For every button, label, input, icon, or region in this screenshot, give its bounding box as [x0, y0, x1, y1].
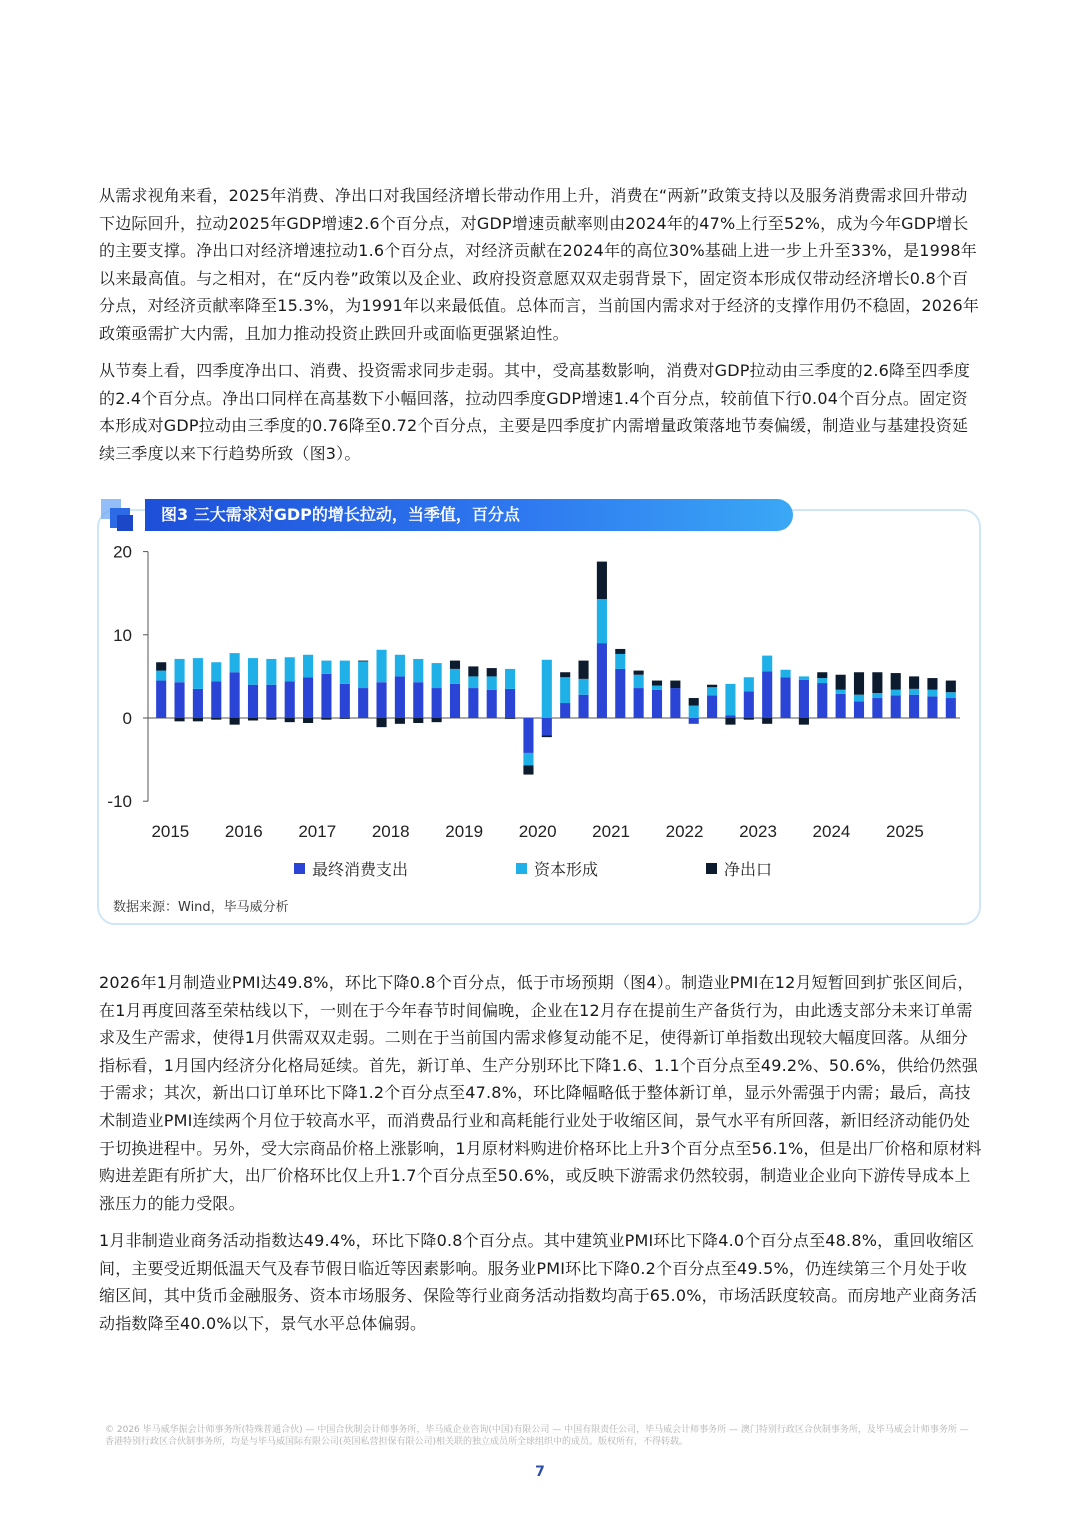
bar-consumption: [909, 695, 919, 718]
legend-swatch: [294, 863, 305, 874]
bar-netexport: [652, 681, 662, 686]
bar-netexport: [376, 718, 386, 727]
bar-capital: [468, 676, 478, 688]
bar-netexport: [615, 649, 625, 654]
bar-netexport: [505, 718, 515, 719]
bar-capital: [211, 662, 221, 681]
bar-netexport: [670, 681, 680, 688]
bar-netexport: [542, 735, 552, 737]
x-tick-label: 2025: [885, 822, 924, 841]
bar-consumption: [450, 684, 460, 718]
bar-consumption: [891, 696, 901, 718]
bar-consumption: [670, 688, 680, 718]
legend-swatch: [516, 863, 527, 874]
bar-netexport: [358, 661, 368, 662]
bar-consumption: [634, 688, 644, 718]
bar-capital: [266, 659, 276, 685]
bar-consumption: [395, 676, 405, 718]
bar-capital: [762, 656, 772, 672]
bar-capital: [542, 660, 552, 718]
bar-consumption: [689, 718, 699, 724]
bar-consumption: [303, 677, 313, 718]
bar-capital: [872, 693, 882, 698]
y-tick-label: 10: [113, 625, 132, 645]
bar-capital: [193, 658, 203, 689]
bar-consumption: [542, 718, 552, 735]
bar-capital: [909, 689, 919, 695]
bar-consumption: [376, 682, 386, 718]
bar-netexport: [230, 718, 240, 725]
bar-capital: [285, 657, 295, 681]
paragraph-demand-view: 从需求视角来看，2025年消费、净出口对我国经济增长带动作用上升，消费在“两新”政策支持以及服务消费需求回升带动下边际回升，拉动2025年GDP增速2.6个百分点，对GDP增速贡献率则由2024年的47%上行至52%，成为今年GDP增长的主要支撑。净出口对经济增速拉动1.6个百分点，对经济贡献在2024年的高位30%基础上进一步上升至33%，是1998年以来最高值。与之相对，在“反内卷”政策以及企业、政府投资意愿双双走弱背景下，固定资本形成仅带动经济增长0.8个百分点，对经济贡献率降至15.3%，为1991年以来最低值。总体而言，当前国内需求对于经济的支撑作用仍不稳固，2026年政策亟需扩大内需，且加力推动投资止跌回升或面临更强紧迫性。: [99, 186, 980, 343]
x-tick-label: 2024: [812, 822, 851, 841]
bar-consumption: [413, 682, 423, 718]
x-tick-label: 2022: [665, 822, 704, 841]
bar-netexport: [523, 765, 533, 774]
bar-netexport: [211, 718, 221, 720]
bar-consumption: [578, 695, 588, 718]
bar-consumption: [854, 701, 864, 718]
bar-netexport: [468, 666, 478, 676]
x-tick-label: 2017: [298, 822, 337, 841]
paragraph-manufacturing-pmi: 2026年1月制造业PMI达49.8%，环比下降0.8个百分点，低于市场预期（图4）。制造业PMI在12月短暂回到扩张区间后，在1月再度回落至荣枯线以下，一则在于今年春节时间偏晚，企业在12月存在提前生产备货行为，由此透支部分未来订单需求及生产需求，使得1月供需双双走弱。二则在于当前国内需求修复动能不足，使得新订单指数出现较大幅度回落。从细分指标看，1月国内经济分化格局延续。首先，新订单、生产分别环比下降1.6、1.1个百分点至49.2%、50.6%，供给仍然强于需求；其次，新出口订单环比下降1.2个百分点至47.8%，环比降幅略低于整体新订单，显示外需强于内需；最后，高技术制造业PMI连续两个月位于较高水平，而消费品行业和高耗能行业处于收缩区间，景气水平有所回落，新旧经济动能仍处于切换进程中。另外，受大宗商品价格上涨影响，1月原材料购进价格环比上升3个百分点至56.1%，但是出厂价格和原材料购进差距有所扩大，出厂价格环比仅上升1.7个百分点至50.6%，或反映下游需求仍然较弱，制造业企业向下游传导成本上涨压力的能力受限。: [99, 973, 982, 1213]
bar-netexport: [578, 661, 588, 679]
bar-netexport: [836, 675, 846, 690]
bar-netexport: [266, 718, 276, 720]
bar-netexport: [413, 718, 423, 723]
legend-label: 净出口: [724, 860, 773, 879]
bar-capital: [725, 684, 735, 716]
bar-capital: [340, 661, 350, 684]
bar-consumption: [358, 688, 368, 718]
bar-netexport: [450, 661, 460, 669]
bar-consumption: [487, 690, 497, 718]
x-tick-label: 2019: [445, 822, 484, 841]
paragraph-non-manufacturing-pmi: 1月非制造业商务活动指数达49.4%，环比下降0.8个百分点。其中建筑业PMI环比下降4.0个百分点至48.8%，重回收缩区间，主要受近期低温天气及春节假日临近等因素影响。服务业PMI环比下降0.2个百分点至49.5%，仍连续第三个月处于收缩区间，其中货币金融服务、资本市场服务、保险等行业商务活动指数均高于65.0%，市场活跃度较高。而房地产业商务活动指数降至40.0%以下，景气水平总体偏弱。: [99, 1231, 978, 1333]
y-tick-label: 20: [113, 542, 132, 562]
bar-consumption: [230, 672, 240, 718]
bar-capital: [597, 599, 607, 643]
x-tick-label: 2020: [518, 822, 557, 841]
legend-swatch: [706, 863, 717, 874]
bar-netexport: [248, 718, 258, 720]
bar-consumption: [340, 684, 350, 718]
bar-netexport: [799, 718, 809, 725]
bar-capital: [174, 659, 184, 682]
bar-consumption: [817, 683, 827, 718]
footer-copyright: © 2026 毕马威华振会计师事务所(特殊普通合伙) — 中国合伙制会计师事务所，毕马威企业咨询(中国)有限公司 — 中国有限责任公司，毕马威会计师事务所 — 澳门特别行政区合伙制事务所，及毕马威会计师事务所 — 香港特别行政区合伙制事务所，均是与毕马威国际有限公司(英国私营担保有限公司)相关联的独立成员所全球组织中的成员。版权所有，不得转载。: [105, 1425, 969, 1447]
bar-netexport: [707, 685, 717, 687]
bar-consumption: [505, 689, 515, 718]
bar-consumption: [211, 681, 221, 718]
bar-consumption: [836, 694, 846, 718]
bar-capital: [230, 653, 240, 672]
bar-netexport: [744, 718, 754, 720]
bar-consumption: [762, 671, 772, 718]
bar-netexport: [193, 718, 203, 721]
bar-consumption: [780, 677, 790, 718]
bar-capital: [523, 753, 533, 765]
x-tick-label: 2023: [739, 822, 777, 841]
bar-capital: [634, 675, 644, 688]
bar-netexport: [340, 718, 350, 719]
paragraph-quarterly-rhythm: 从节奏上看，四季度净出口、消费、投资需求同步走弱。其中，受高基数影响，消费对GDP拉动由三季度的2.6降至四季度的2.4个百分点。净出口同样在高基数下小幅回落，拉动四季度GDP增速1.4个百分点，较前值下行0.04个百分点。固定资本形成对GDP拉动由三季度的0.76降至0.72个百分点，主要是四季度扩内需增量政策落地节奏偏缓，制造业与基建投资延续三季度以来下行趋势所致（图3）。: [99, 361, 971, 463]
gdp-contribution-chart: [100, 538, 980, 898]
bar-capital: [248, 658, 258, 685]
bar-netexport: [156, 662, 166, 670]
bar-consumption: [615, 669, 625, 718]
bar-consumption: [927, 696, 937, 718]
bar-capital: [836, 690, 846, 694]
bar-netexport: [909, 676, 919, 688]
bar-consumption: [946, 698, 956, 718]
bar-consumption: [725, 716, 735, 718]
bar-capital: [413, 659, 423, 682]
bar-capital: [358, 661, 368, 688]
bar-capital: [505, 669, 515, 689]
y-tick-label: -10: [107, 792, 132, 812]
bar-consumption: [597, 643, 607, 718]
bar-consumption: [707, 696, 717, 718]
bar-netexport: [560, 672, 570, 677]
bar-netexport: [395, 718, 405, 724]
bar-capital: [799, 676, 809, 679]
bar-netexport: [597, 562, 607, 599]
bar-capital: [615, 654, 625, 669]
bar-capital: [744, 677, 754, 691]
bar-consumption: [799, 680, 809, 718]
x-tick-label: 2018: [371, 822, 410, 841]
page-number: 7: [535, 1464, 545, 1480]
x-tick-label: 2016: [224, 822, 263, 841]
bar-netexport: [817, 672, 827, 678]
bar-netexport: [854, 672, 864, 694]
bar-netexport: [946, 681, 956, 693]
bar-capital: [560, 677, 570, 703]
bar-netexport: [303, 718, 313, 723]
bar-consumption: [174, 682, 184, 718]
bar-capital: [652, 686, 662, 690]
bar-capital: [578, 679, 588, 695]
bar-consumption: [523, 718, 533, 753]
bar-netexport: [634, 671, 644, 675]
bar-capital: [854, 695, 864, 702]
bar-netexport: [285, 718, 295, 722]
bar-capital: [395, 655, 405, 677]
figure-source: 数据来源：Wind，毕马威分析: [113, 900, 289, 915]
bar-netexport: [321, 718, 331, 720]
y-tick-label: 0: [122, 709, 132, 728]
bar-consumption: [266, 685, 276, 718]
bar-capital: [689, 706, 699, 718]
bar-consumption: [652, 690, 662, 718]
bar-consumption: [156, 681, 166, 718]
bar-netexport: [725, 718, 735, 725]
bar-consumption: [432, 688, 442, 718]
figure-title: 图3 三大需求对GDP的增长拉动，当季值，百分点: [145, 499, 793, 531]
bar-capital: [376, 650, 386, 682]
bar-netexport: [891, 673, 901, 690]
bar-netexport: [762, 718, 772, 724]
bar-consumption: [468, 688, 478, 718]
bar-capital: [450, 669, 460, 684]
bar-netexport: [872, 672, 882, 693]
bar-netexport: [487, 668, 497, 676]
bar-capital: [946, 692, 956, 698]
bar-consumption: [285, 681, 295, 718]
bar-capital: [321, 661, 331, 674]
x-tick-label: 2015: [151, 822, 190, 841]
bar-consumption: [872, 698, 882, 718]
bar-consumption: [744, 691, 754, 718]
bar-capital: [780, 670, 790, 677]
bar-netexport: [689, 698, 699, 705]
bar-capital: [432, 663, 442, 688]
bar-capital: [303, 655, 313, 677]
legend-label: 资本形成: [534, 860, 599, 879]
bar-netexport: [174, 718, 184, 721]
figure-decor-square: [117, 515, 133, 531]
bar-consumption: [321, 674, 331, 718]
bar-netexport: [432, 718, 442, 722]
bar-netexport: [927, 678, 937, 690]
bar-capital: [707, 687, 717, 695]
x-tick-label: 2021: [592, 822, 631, 841]
bar-consumption: [248, 685, 258, 718]
bar-consumption: [193, 689, 203, 718]
legend-label: 最终消费支出: [312, 860, 409, 879]
bar-capital: [817, 678, 827, 683]
bar-capital: [927, 690, 937, 697]
bar-capital: [487, 676, 497, 689]
bar-capital: [891, 690, 901, 696]
bar-consumption: [560, 703, 570, 718]
bar-capital: [156, 671, 166, 681]
